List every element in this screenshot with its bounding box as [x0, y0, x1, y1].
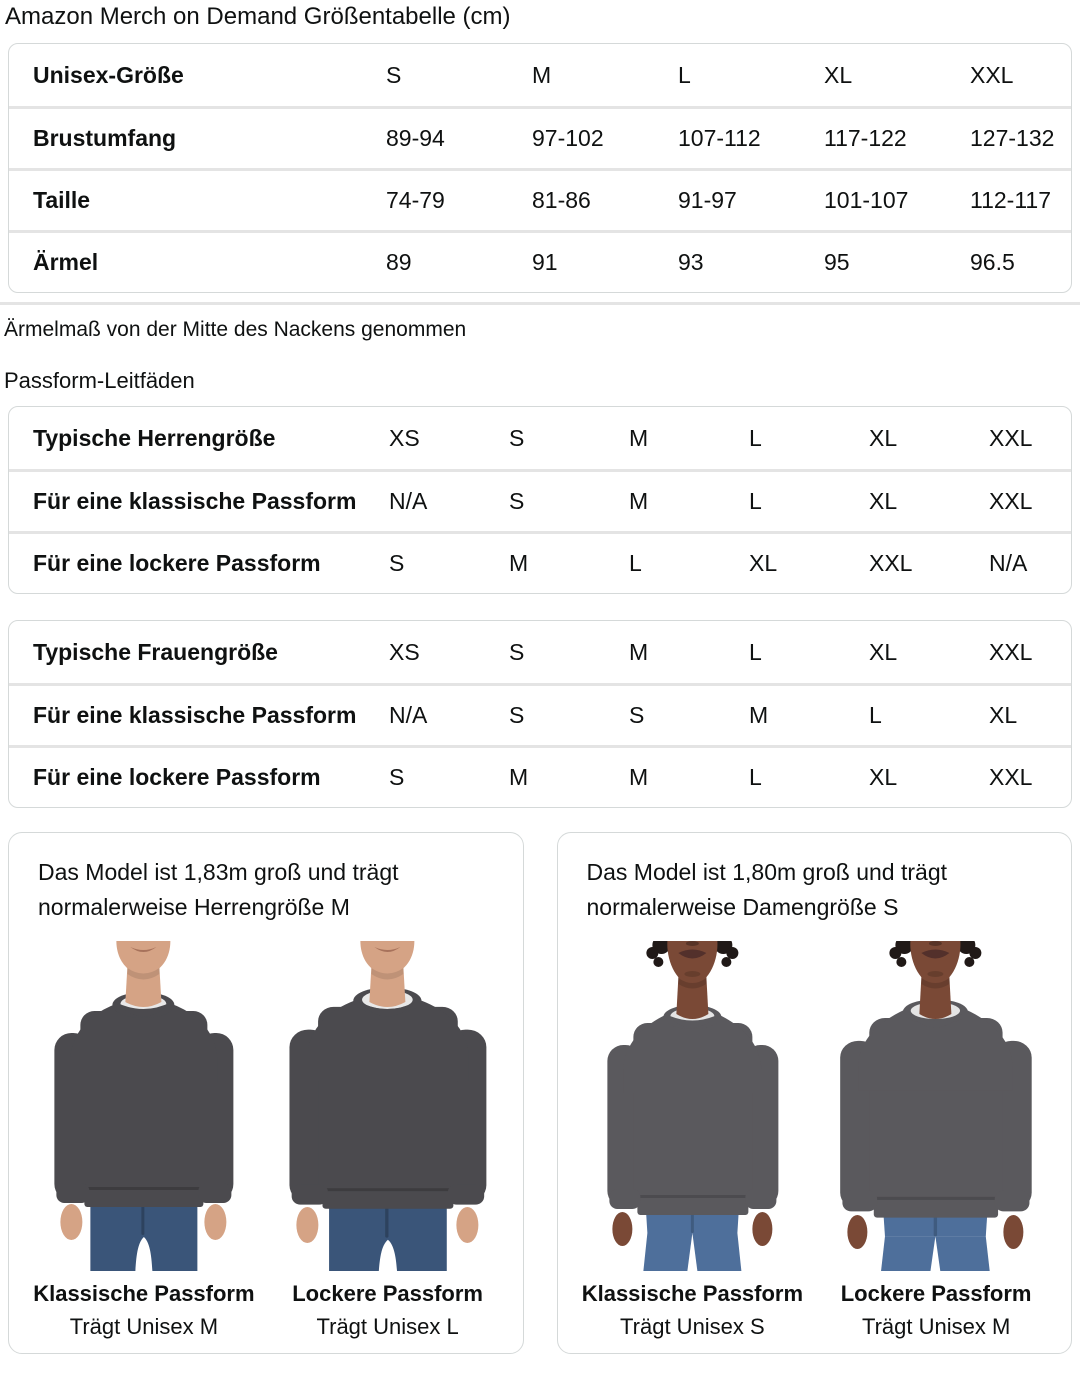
model-photo-male-loose: [274, 941, 502, 1271]
section-divider: [0, 302, 1080, 305]
table-row: [9, 106, 1071, 168]
value-cell: 95: [824, 249, 850, 275]
sleeve-measure-note: Ärmelmaß von der Mitte des Nackens genommen: [4, 318, 467, 341]
model-figure: [274, 941, 502, 1343]
value-cell: L: [749, 488, 762, 514]
row-label: Typische Frauengröße: [33, 638, 278, 665]
size-cell: S: [386, 61, 402, 88]
value-cell: 96.5: [970, 249, 1015, 275]
value-cell: 117-122: [824, 125, 907, 151]
value-cell: M: [749, 702, 769, 728]
value-cell: M: [509, 550, 529, 576]
value-cell: 93: [678, 249, 704, 275]
value-cell: 97-102: [532, 125, 604, 151]
male-model-card: [8, 832, 524, 1354]
value-cell: S: [389, 550, 405, 576]
mens-fit-table: [8, 406, 1072, 594]
table-row: [9, 168, 1071, 230]
model-description: Das Model ist 1,83m groß und trägt normalerweise Herrengröße M: [38, 859, 399, 920]
model-photo-male-classic: [30, 941, 258, 1271]
value-cell: L: [629, 550, 642, 576]
model-cards: [8, 832, 1072, 1354]
table-row: [9, 230, 1071, 292]
table-row: [9, 469, 1071, 531]
page-title: Amazon Merch on Demand Größentabelle (cm): [5, 3, 511, 30]
value-cell: XL: [869, 424, 898, 451]
fit-label: Lockere Passform: [840, 1281, 1032, 1306]
model-photo-female-loose: [822, 941, 1050, 1271]
row-label: Für eine lockere Passform: [33, 764, 321, 790]
row-label: Typische Herrengröße: [33, 424, 276, 451]
fit-label: Klassische Passform: [33, 1281, 255, 1306]
value-cell: XS: [389, 638, 420, 665]
model-photo-female-classic: [579, 941, 807, 1271]
worn-size-label: Trägt Unisex L: [316, 1314, 459, 1339]
fit-label: Lockere Passform: [292, 1281, 483, 1306]
value-cell: S: [389, 764, 405, 790]
value-cell: 91: [532, 249, 558, 275]
size-cell: XXL: [970, 61, 1014, 88]
table-row: [9, 44, 1071, 106]
row-label: Taille: [33, 187, 91, 213]
value-cell: S: [629, 702, 645, 728]
table-row: [9, 745, 1071, 807]
value-cell: 91-97: [678, 187, 737, 213]
model-figures: [579, 941, 1051, 1343]
value-cell: L: [869, 702, 882, 728]
value-cell: 127-132: [970, 125, 1055, 151]
size-cell: L: [678, 61, 691, 88]
row-label: Für eine lockere Passform: [33, 550, 321, 576]
value-cell: S: [509, 424, 525, 451]
value-cell: M: [629, 638, 649, 665]
table-row: [9, 531, 1071, 593]
fit-label: Klassische Passform: [581, 1281, 804, 1306]
value-cell: N/A: [389, 702, 428, 728]
value-cell: S: [509, 702, 525, 728]
row-label: Brustumfang: [33, 125, 177, 151]
value-cell: S: [509, 638, 525, 665]
value-cell: L: [749, 638, 762, 665]
table-row: [9, 407, 1071, 469]
unisex-size-table: [8, 43, 1072, 293]
model-figures: [30, 941, 502, 1343]
model-description: Das Model ist 1,80m groß und trägt normalerweise Damengröße S: [586, 859, 947, 920]
row-label: Unisex-Größe: [33, 61, 184, 88]
value-cell: XL: [869, 764, 898, 790]
value-cell: 81-86: [532, 187, 591, 213]
row-label: Für eine klassische Passform: [33, 488, 357, 514]
value-cell: XXL: [989, 424, 1033, 451]
womens-fit-table: [8, 620, 1072, 808]
value-cell: 101-107: [824, 187, 909, 213]
model-figure: [30, 941, 258, 1343]
value-cell: S: [509, 488, 525, 514]
row-label: Für eine klassische Passform: [33, 702, 357, 728]
value-cell: XL: [749, 550, 778, 576]
value-cell: XXL: [989, 638, 1033, 665]
value-cell: XL: [869, 488, 898, 514]
row-label: Ärmel: [33, 249, 99, 275]
size-cell: M: [532, 61, 552, 88]
value-cell: M: [629, 764, 649, 790]
value-cell: XL: [869, 638, 898, 665]
value-cell: XL: [989, 702, 1018, 728]
value-cell: M: [629, 488, 649, 514]
value-cell: M: [509, 764, 529, 790]
female-model-card: [557, 832, 1073, 1354]
worn-size-label: Trägt Unisex M: [69, 1314, 219, 1339]
table-row: [9, 621, 1071, 683]
value-cell: 107-112: [678, 125, 761, 151]
value-cell: L: [749, 764, 762, 790]
value-cell: XXL: [989, 488, 1033, 514]
value-cell: 89: [386, 249, 412, 275]
fit-guides-heading: Passform-Leitfäden: [4, 368, 195, 393]
value-cell: XS: [389, 424, 420, 451]
model-figure: [822, 941, 1050, 1343]
table-row: [9, 683, 1071, 745]
worn-size-label: Trägt Unisex S: [620, 1314, 765, 1339]
size-chart-page: [0, 3, 1080, 1354]
value-cell: 89-94: [386, 125, 445, 151]
value-cell: L: [749, 424, 762, 451]
size-cell: XL: [824, 61, 853, 88]
model-figure: [579, 941, 807, 1343]
worn-size-label: Trägt Unisex M: [861, 1314, 1011, 1339]
value-cell: N/A: [989, 550, 1028, 576]
value-cell: 74-79: [386, 187, 445, 213]
value-cell: XXL: [989, 764, 1033, 790]
value-cell: XXL: [869, 550, 913, 576]
value-cell: M: [629, 424, 649, 451]
value-cell: 112-117: [970, 187, 1051, 213]
value-cell: N/A: [389, 488, 428, 514]
